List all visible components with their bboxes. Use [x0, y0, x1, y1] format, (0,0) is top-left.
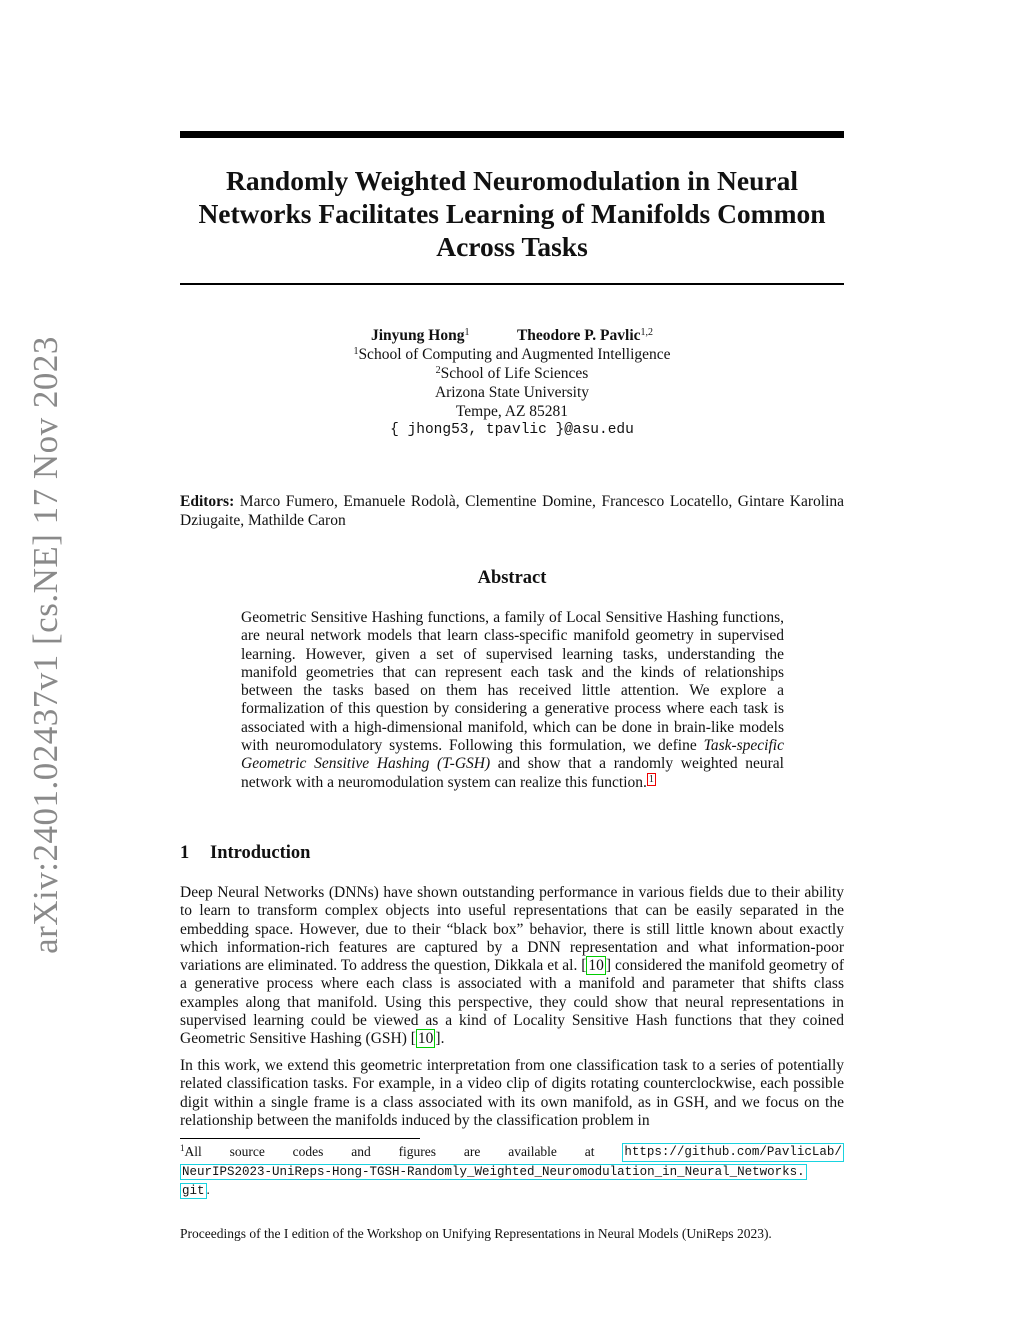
section-title: Introduction — [210, 843, 311, 863]
footnote-ref-link[interactable]: 1 — [648, 773, 654, 785]
footnote-rule — [180, 1138, 420, 1139]
affiliation — [180, 364, 844, 383]
abstract-heading: Abstract — [477, 568, 547, 588]
footnote-word: source — [229, 1144, 265, 1159]
repository-link[interactable]: NeurIPS2023-UniReps-Hong-TGSH-Randomly_Weighted_Neuromodulation_in_Neural_Networks. — [182, 1165, 805, 1179]
title-line: Networks Facilitates Learning of Manifolds Common — [198, 198, 826, 229]
abstract-emphasis: Task-specific Geometric Sensitive Hashing (T-GSH) — [241, 737, 784, 773]
citation-link[interactable]: 10 — [588, 957, 604, 975]
proceedings-note: Proceedings of the I edition of the Workshop on Unifying Representations in Neural Models (UniReps 2023). — [180, 1226, 772, 1241]
citation-link[interactable]: 10 — [417, 1030, 434, 1048]
author-block — [180, 326, 844, 440]
city: Tempe, AZ 85281 — [455, 403, 569, 420]
footnote-word: codes — [292, 1144, 324, 1159]
intro-paragraph-1 — [180, 884, 844, 1049]
abstract-body — [241, 609, 784, 792]
footnote-word: and — [351, 1144, 371, 1159]
repository-link[interactable]: git — [182, 1184, 205, 1198]
author-affiliation-mark: 1 — [464, 327, 470, 338]
author-email: { jhong53, tpavlic }@asu.edu — [390, 422, 634, 438]
title-bottom-rule — [180, 283, 844, 285]
affiliation-text: School of Computing and Augmented Intelligence — [358, 346, 671, 363]
affiliation-mark: 2 — [435, 365, 441, 376]
affiliation — [180, 345, 844, 364]
paper-title — [180, 164, 844, 263]
paragraph-text: Deep Neural Networks (DNNs) have shown outstanding performance in various fields due to their ability to learn to transform complex objects into useful representations that can be easily separated in the embedding space. However, due to their “black box” behavior, there is still little known about exactly which information-rich features are captured by a DNN representation and what information-poor variations are eliminated. To address the question, Dikkala et al. [ — [180, 884, 844, 975]
arxiv-identifier-stamp: arXiv:2401.02437v1 [cs.NE] 17 Nov 2023 — [26, 336, 65, 954]
editors-line — [180, 492, 844, 530]
footnote-word: figures — [398, 1144, 437, 1159]
footnote-word: are — [463, 1144, 481, 1159]
footnote — [180, 1143, 844, 1200]
author-name: Theodore P. Pavlic — [516, 327, 641, 344]
footnote-word: available — [508, 1144, 557, 1159]
affiliation-mark: 1 — [353, 346, 359, 357]
footnote-word: at — [584, 1144, 595, 1159]
author-name: Jinyung Hong — [370, 327, 465, 344]
abstract-text: Geometric Sensitive Hashing functions, a family of Local Sensitive Hashing functions, are neural network models that learn class-specific manifold geometry in supervised learning. However, given a set of supervised learning tasks, understanding the manifold geometries that can represent each task and the kinds of relationships between the tasks based on them has received little attention. We explore a formalization of this question by considering a generative process where each task is associated with a high-dimensional manifold, which can be done in brain-like models with neuromodulatory systems. Following this formulation, we define — [241, 609, 784, 755]
abstract-text: and show that a randomly weighted neural network with a neuromodulation system can realize this function. — [241, 755, 784, 791]
editors-label: Editors: — [180, 493, 235, 510]
author-affiliation-mark: 1,2 — [640, 327, 654, 338]
intro-paragraph-2: In this work, we extend this geometric interpretation from one classification task to a series of potentially related classification tasks. For example, in a video clip of digits rotating counterclockwise, each possible digit within a single frame is a class associated with its own manifold, as in GSH, and we focus on the relationship between the manifolds induced by the classification problem in — [180, 1057, 844, 1129]
title-top-rule — [180, 131, 844, 138]
title-line: Across Tasks — [436, 231, 588, 262]
section-number: 1 — [180, 843, 190, 863]
author-names — [180, 326, 844, 345]
editors-names: Marco Fumero, Emanuele Rodolà, Clementine Domine, Francesco Locatello, Gintare Karolina Dziugaite, Mathilde Caron — [180, 493, 845, 529]
footnote-word: All — [184, 1144, 202, 1159]
section-heading-introduction — [180, 843, 844, 864]
title-line: Randomly Weighted Neuromodulation in Neural — [226, 165, 798, 196]
paragraph-text: ] considered the manifold geometry of a generative process where each class is associated with a manifold and parameter that shifts class examples along that manifold. Using this perspective, they could show that neural representations in supervised learning could be viewed as a kind of Locality Sensitive Hash functions that they coined Geometric Sensitive Hashing (GSH) [ — [180, 957, 844, 1048]
affiliation-text: School of Life Sciences — [440, 365, 589, 382]
footnote-mark: 1 — [180, 1143, 185, 1153]
footnote-text: . — [206, 1182, 210, 1197]
university: Arizona State University — [434, 384, 590, 401]
paragraph-text: ]. — [435, 1030, 445, 1048]
repository-link[interactable]: https://github.com/PavlicLab/ — [622, 1143, 844, 1162]
